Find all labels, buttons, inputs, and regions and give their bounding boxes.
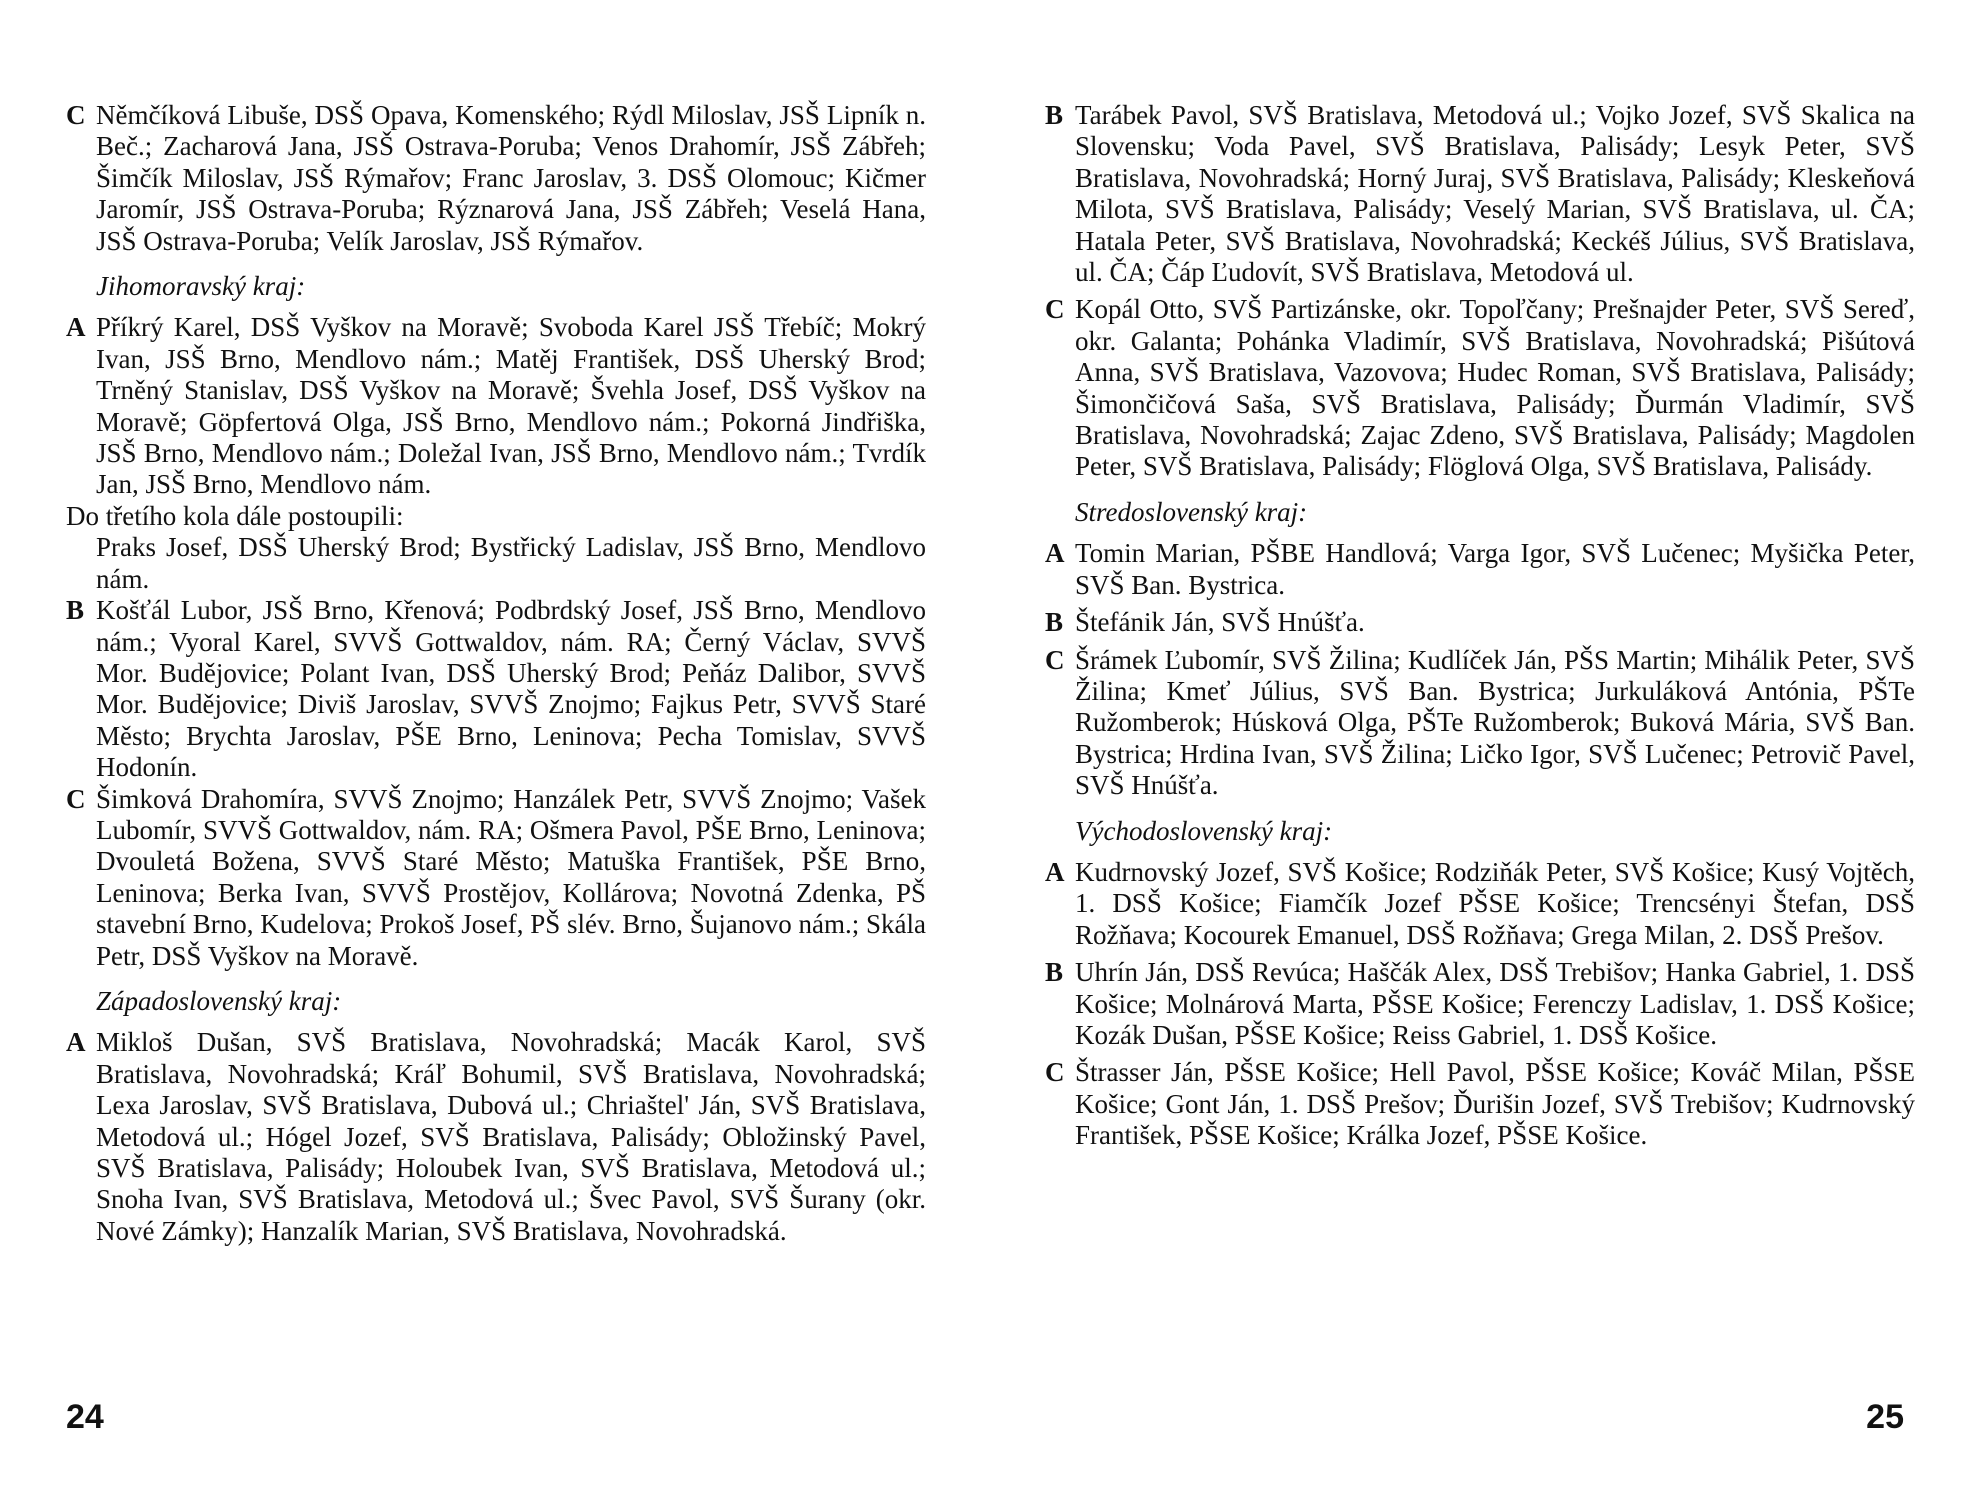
category-letter: C	[1045, 294, 1065, 325]
right-page	[985, 0, 1970, 1500]
category-letter: C	[1045, 644, 1065, 675]
category-letter: A	[1045, 538, 1065, 569]
entry-text: Tomin Marian, PŠBE Handlová; Varga Igor, SVŠ Lučenec; Myšička Peter, SVŠ Ban. Bystrica.	[1075, 538, 1915, 600]
entry-c-zapadoslovensky	[1045, 294, 1915, 482]
entry-c-jihomoravsky	[66, 784, 926, 972]
category-letter: A	[1045, 856, 1065, 887]
category-letter: C	[66, 783, 86, 814]
entry-b-stredoslovensky	[1045, 607, 1915, 638]
entry-c-north-moravia	[66, 100, 926, 257]
category-letter: B	[1045, 957, 1064, 988]
entry-text: Příkrý Karel, DSŠ Vyškov na Moravě; Svoboda Karel JSŠ Třebíč; Mokrý Ivan, JSŠ Brno, Mendlovo nám.; Matěj František, DSŠ Uherský Brod; Trněný Stanislav, DSŠ Vyškov na Moravě; Švehla Josef, DSŠ Vyškov na Moravě; Göpfertová Olga, JSŠ Brno, Mendlovo nám.; Pokorná Jindřiška, JSŠ Brno, Mendlovo nám.; Doležal Ivan, JSŠ Brno, Mendlovo nám.; Tvrdík Jan, JSŠ Brno, Mendlovo nám.	[96, 312, 926, 500]
region-heading-jihomoravsky: Jihomoravský kraj:	[96, 271, 306, 302]
category-letter: B	[1045, 607, 1064, 638]
entry-text: Mikloš Dušan, SVŠ Bratislava, Novohradská; Macák Karol, SVŠ Bratislava, Novohradská; Kráľ Bohumil, SVŠ Bratislava, Novohradská; Lexa Jaroslav, SVŠ Bratislava, Dubová ul.; Chriaštel' Ján, SVŠ Bratislava, Metodová ul.; Hógel Jozef, SVŠ Bratislava, Palisády; Obložinský Pavel, SVŠ Bratislava, Palisády; Holoubek Ivan, SVŠ Bratislava, Metodová ul.; Snoha Ivan, SVŠ Bratislava, Metodová ul.; Švec Pavol, SVŠ Šurany (okr. Nové Zámky); Hanzalík Marian, SVŠ Bratislava, Novohradská.	[96, 1027, 926, 1246]
entry-c-stredoslovensky	[1045, 645, 1915, 802]
category-letter: B	[1045, 100, 1064, 130]
entry-a-zapadoslovensky	[66, 1027, 926, 1247]
category-letter: C	[66, 100, 86, 130]
advanced-note: Do třetího kola dále postoupili:	[66, 500, 404, 531]
category-letter: C	[1045, 1057, 1065, 1088]
page-number-left: 24	[66, 1398, 104, 1436]
entry-c-vychodoslovensky	[1045, 1057, 1915, 1151]
region-heading-vychodoslovensky: Východoslovenský kraj:	[1075, 815, 1333, 846]
entry-text: Košťál Lubor, JSŠ Brno, Křenová; Podbrdský Josef, JSŠ Brno, Mendlovo nám.; Vyoral Karel, SVVŠ Gottwaldov, nám. RA; Černý Václav, SVVŠ Mor. Budějovice; Polant Ivan, DSŠ Uherský Brod; Peňáz Dalibor, SVVŠ Mor. Budějovice; Diviš Jaroslav, SVVŠ Znojmo; Fajkus Petr, SVVŠ Staré Město; Brychta Jaroslav, PŠE Brno, Leninova; Pecha Tomislav, SVVŠ Hodonín.	[96, 595, 926, 783]
right-text-column	[1045, 100, 1915, 1152]
entry-text: Tarábek Pavol, SVŠ Bratislava, Metodová ul.; Vojko Jozef, SVŠ Skalica na Slovensku; Voda Pavel, SVŠ Bratislava, Palisády; Lesyk Peter, SVŠ Bratislava, Novohradská; Horný Juraj, SVŠ Bratislava, Palisády; Kleskeňová Milota, SVŠ Bratislava, Palisády; Veselý Marian, SVŠ Bratislava, ul. ČA; Hatala Peter, SVŠ Bratislava, Novohradská; Keckéš Július, SVŠ Bratislava, ul. ČA; Čáp Ľudovít, SVŠ Bratislava, Metodová ul.	[1075, 100, 1915, 288]
entry-text: Šrámek Ľubomír, SVŠ Žilina; Kudlíček Ján, PŠS Martin; Mihálik Peter, SVŠ Žilina; Kmeť Július, SVŠ Ban. Bystrica; Jurkuláková Antónia, PŠTe Ružomberok; Húsková Olga, PŠTe Ružomberok; Buková Mária, SVŠ Ban. Bystrica; Hrdina Ivan, SVŠ Žilina; Ličko Igor, SVŠ Lučenec; Petrovič Pavel, SVŠ Hnúšťa.	[1075, 644, 1915, 801]
entry-text: Štefánik Ján, SVŠ Hnúšťa.	[1075, 607, 1365, 638]
region-heading-zapadoslovensky: Západoslovenský kraj:	[96, 985, 342, 1016]
entry-a-stredoslovensky	[1045, 538, 1915, 601]
entry-a-vychodoslovensky	[1045, 857, 1915, 951]
entry-text: Šimková Drahomíra, SVVŠ Znojmo; Hanzálek Petr, SVVŠ Znojmo; Vašek Lubomír, SVVŠ Gottwaldov, nám. RA; Ošmera Pavol, PŠE Brno, Leninova; Dvouletá Božena, SVVŠ Staré Město; Matuška František, PŠE Brno, Leninova; Berka Ivan, SVVŠ Prostějov, Kollárova; Novotná Zdenka, PŠ stavební Brno, Kudelova; Prokoš Josef, PŠ slév. Brno, Šujanovo nám.; Skála Petr, DSŠ Vyškov na Moravě.	[96, 783, 926, 971]
entry-text: Štrasser Ján, PŠSE Košice; Hell Pavol, PŠSE Košice; Kováč Milan, PŠSE Košice; Gont Ján, 1. DSŠ Prešov; Ďurišin Jozef, SVŠ Trebišov; Kudrnovský František, PŠSE Košice; Králka Jozef, PŠSE Košice.	[1075, 1057, 1915, 1151]
category-letter: A	[66, 312, 86, 343]
entry-text: Uhrín Ján, DSŠ Revúca; Haščák Alex, DSŠ Trebišov; Hanka Gabriel, 1. DSŠ Košice; Molnárová Marta, PŠSE Košice; Ferenczy Ladislav, 1. DSŠ Košice; Kozák Dušan, PŠSE Košice; Reiss Gabriel, 1. DSŠ Košice.	[1075, 957, 1915, 1050]
advanced-names: Praks Josef, DSŠ Uherský Brod; Bystřický Ladislav, JSŠ Brno, Mendlovo nám.	[96, 532, 926, 594]
entry-text: Kudrnovský Jozef, SVŠ Košice; Rodziňák Peter, SVŠ Košice; Kusý Vojtěch, 1. DSŠ Košice; Fiamčík Jozef PŠSE Košice; Trencsényi Štefan, DSŠ Rožňava; Kocourek Emanuel, DSŠ Rožňava; Grega Milan, 2. DSŠ Prešov.	[1075, 856, 1915, 950]
region-heading-stredoslovensky: Stredoslovenský kraj:	[1075, 496, 1308, 527]
left-text-column	[66, 100, 926, 1247]
category-letter: B	[66, 595, 85, 626]
entry-b-vychodoslovensky	[1045, 957, 1915, 1051]
entry-b-zapadoslovensky	[1045, 100, 1915, 288]
entry-text: Němčíková Libuše, DSŠ Opava, Komenského; Rýdl Miloslav, JSŠ Lipník n. Beč.; Zacharová Jana, JSŠ Ostrava-Poruba; Venos Drahomír, JSŠ Zábřeh; Šimčík Miloslav, JSŠ Rýmařov; Franc Jaroslav, 3. DSŠ Olomouc; Kičmer Jaromír, JSŠ Ostrava-Poruba; Rýznarová Jana, JSŠ Zábřeh; Veselá Hana, JSŠ Ostrava-Poruba; Velík Jaroslav, JSŠ Rýmařov.	[96, 100, 926, 256]
entry-b-jihomoravsky	[66, 595, 926, 783]
entry-text: Kopál Otto, SVŠ Partizánske, okr. Topoľčany; Prešnajder Peter, SVŠ Sereď, okr. Galanta; Pohánka Vladimír, SVŠ Bratislava, Novohradská; Pišútová Anna, SVŠ Bratislava, Vazovova; Hudec Roman, SVŠ Bratislava, Palisády; Šimončičová Saša, SVŠ Bratislava, Palisády; Ďurmán Vladimír, SVŠ Bratislava, Novohradská; Zajac Zdeno, SVŠ Bratislava, Palisády; Magdolen Peter, SVŠ Bratislava, Palisády; Flöglová Olga, SVŠ Bratislava, Palisády.	[1075, 294, 1915, 482]
category-letter: A	[66, 1027, 86, 1058]
page-number-right: 25	[1866, 1398, 1904, 1436]
entry-a-jihomoravsky	[66, 312, 926, 500]
